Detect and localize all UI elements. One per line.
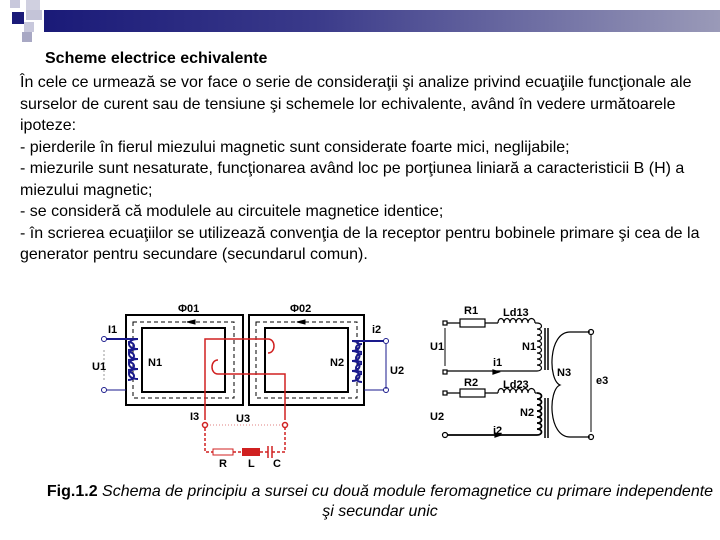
label-u1: U1: [92, 361, 107, 373]
paragraph: - pierderile în fierul miezului magnetic sunt considerate foarte mici, neglijabile;: [20, 138, 570, 156]
label-phi02: Φ02: [290, 303, 312, 315]
label-u3: U3: [236, 413, 251, 425]
label-u1: U1: [430, 341, 445, 353]
label-i2: i2: [493, 425, 503, 437]
label-i1: i1: [493, 357, 503, 369]
label-n1: N1: [148, 357, 163, 369]
label-n2: N2: [520, 407, 535, 419]
paragraph: - miezurile sunt nesaturate, funcţionarea având loc pe porţiunea liniară a caracteristicii B (H) a miezului magnetic;: [20, 160, 685, 199]
label-r2: R2: [464, 377, 479, 389]
paragraph: În cele ce urmează se vor face o serie de consideraţii şi analize privind ecuaţiile funcţionale ale surselor de curent sau de tensiune şi schemele lor echivalente, având în vedere următoarele ipoteze:: [20, 74, 692, 134]
label-ld13: Ld13: [503, 307, 529, 319]
label-e3: e3: [596, 375, 609, 387]
label-i3: I3: [190, 411, 200, 423]
label-n1: N1: [522, 341, 537, 353]
label-n2: N2: [330, 357, 345, 369]
paragraph: - în scrierea ecuaţiilor se utilizează convenţia de la receptor pentru bobinele primare şi cea de la generator pentru secundare (secundarul comun).: [20, 224, 700, 263]
label-r: R: [219, 458, 227, 470]
label-l: L: [248, 458, 255, 470]
label-phi01: Φ01: [178, 303, 200, 315]
paragraph: - se consideră că modulele au circuitele magnetice identice;: [20, 203, 444, 220]
label-u2: U2: [430, 411, 445, 423]
label-i2: i2: [372, 324, 382, 336]
label-ld23: Ld23: [503, 379, 529, 391]
label-u2: U2: [390, 365, 405, 377]
figure-caption: [40, 482, 720, 522]
label-r1: R1: [464, 305, 479, 317]
caption-text: Schema de principiu a sursei cu două module feromagnetice cu primare independente şi secundar unic: [97, 483, 714, 520]
label-c: C: [273, 458, 281, 470]
slide-title: Scheme electrice echivalente: [45, 50, 268, 67]
label-i1: I1: [108, 324, 118, 336]
label-n3: N3: [557, 367, 572, 379]
caption-label: Fig.1.2: [46, 483, 98, 500]
